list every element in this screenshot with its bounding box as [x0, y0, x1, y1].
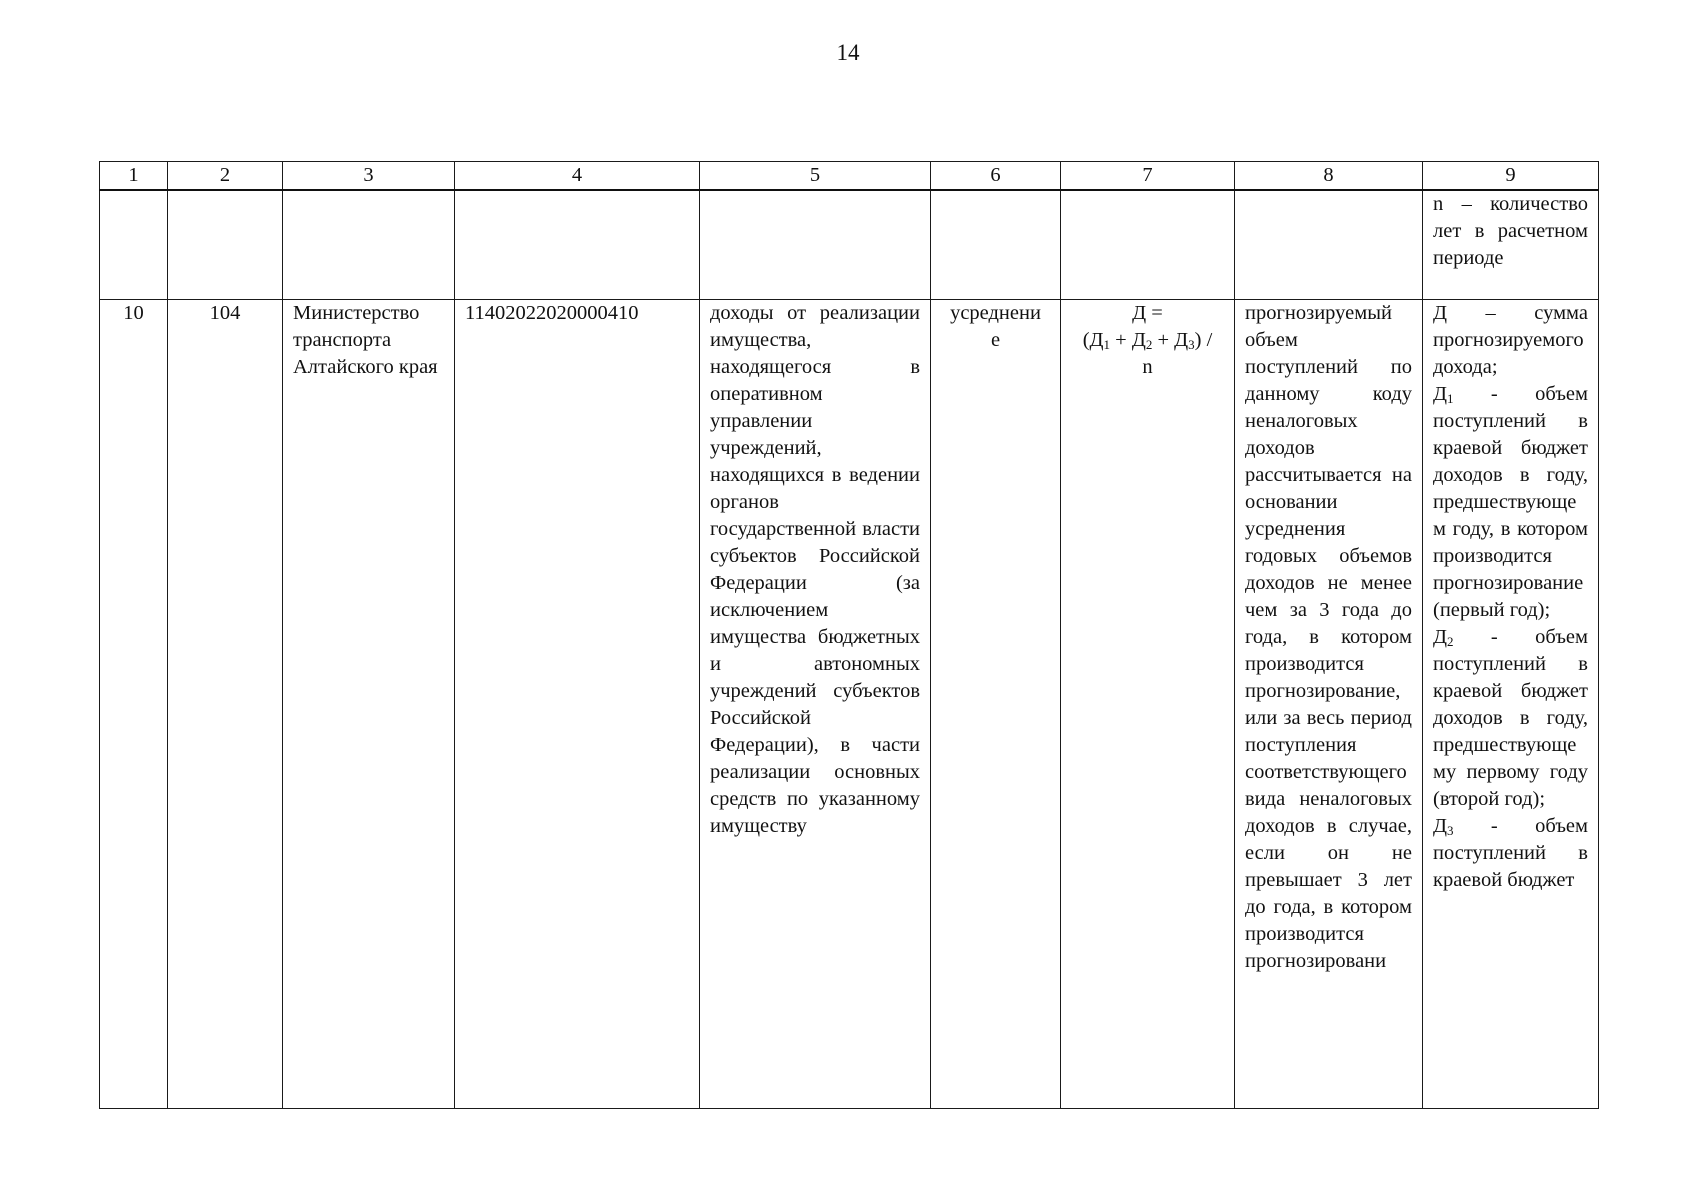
cont-cell-6 — [931, 190, 1061, 300]
cont-cell-3 — [283, 190, 455, 300]
revenue-description: доходы от реализации имущества, находящегося в оперативном управлении учреждений, находящихся в ведении органов государственной власти субъектов Российской Федерации (за исключением имущества бюджетных и автономных учреждений субъектов Российской Федерации), в части реализации основных средств по указанному имуществу — [700, 300, 931, 1109]
cont-cell-7 — [1061, 190, 1235, 300]
definition-d1: $Д_1$ - объем поступлений в краевой бюджет доходов в году, предшествующем году, в котором производится прогнозирование (первый год); — [1433, 383, 1588, 621]
column-number-7: 7 — [1061, 162, 1235, 191]
calculation-method: усреднени е — [931, 300, 1061, 1109]
cont-cell-1 — [100, 190, 168, 300]
column-number-3: 3 — [283, 162, 455, 191]
algorithm-description: прогнозируемый объем поступлений по данному коду неналоговых доходов рассчитывается на основании усреднения годовых объемов доходов не менее чем за 3 года до года, в котором производится прогнозирование, или за весь период поступления соответствующего вида неналоговых доходов в случае, если он не превышает 3 лет до года, в котором производится прогнозировани — [1235, 300, 1423, 1109]
definition-d2: $Д_2$ - объем поступлений в краевой бюджет доходов в году, предшествующему первому году (второй год); — [1433, 626, 1588, 810]
column-number-1: 1 — [100, 162, 168, 191]
column-number-row — [100, 162, 1599, 191]
cont-cell-9-period-definition: n – количество лет в расчетном периоде — [1423, 190, 1599, 300]
row-number: 10 — [100, 300, 168, 1109]
definition-d: Д – сумма прогнозируемого дохода; — [1433, 302, 1588, 378]
column-number-8: 8 — [1235, 162, 1423, 191]
cont-cell-8 — [1235, 190, 1423, 300]
formula-line-3: n — [1142, 356, 1153, 378]
indicator-definitions — [1423, 300, 1599, 1109]
column-number-4: 4 — [455, 162, 700, 191]
administrator-name: Министерство транспорта Алтайского края — [283, 300, 455, 1109]
cont-cell-5 — [700, 190, 931, 300]
formula-line-2: $(Д_1 + Д_2 + Д_3)$ / — [1082, 329, 1213, 352]
continuation-row — [100, 190, 1599, 300]
page-number: 14 — [836, 40, 860, 65]
column-number-5: 5 — [700, 162, 931, 191]
column-number-9: 9 — [1423, 162, 1599, 191]
budget-classification-code: 11402022020000410 — [455, 300, 700, 1109]
calculation-formula — [1061, 300, 1235, 1109]
admin-code: 104 — [168, 300, 283, 1109]
formula-line-1: Д = — [1132, 302, 1163, 324]
cont-cell-2 — [168, 190, 283, 300]
column-number-6: 6 — [931, 162, 1061, 191]
cont-cell-4 — [455, 190, 700, 300]
revenue-table — [99, 161, 1599, 1109]
table-row — [100, 300, 1599, 1109]
column-number-2: 2 — [168, 162, 283, 191]
definition-d3: $Д_3$ - объем поступлений в краевой бюджет — [1433, 815, 1588, 891]
